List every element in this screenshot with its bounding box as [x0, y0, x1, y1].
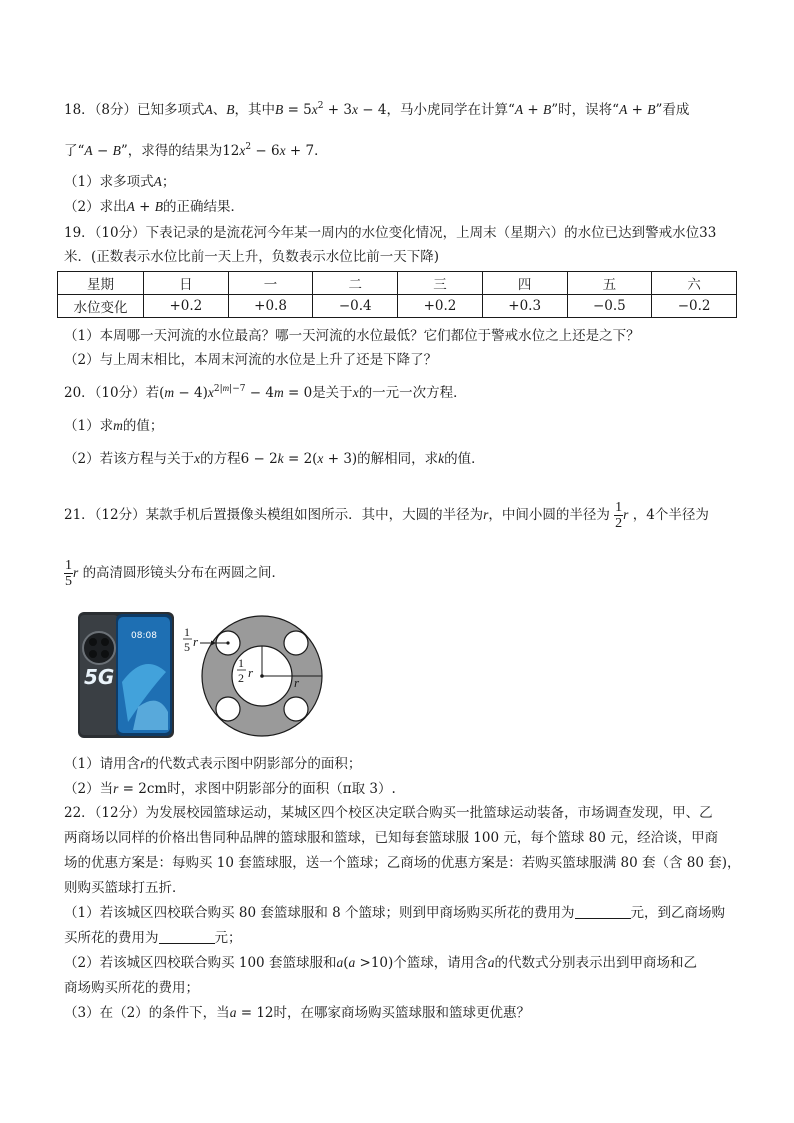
q21-line1: 21．（12分）某款手机后置摄像头模组如图所示．其中，大圆的半径为r，中间小圆的半径为 $\frac{1}{2}$ r ，4个半径为 — [64, 500, 709, 531]
table-row: 星期 日 一 二 三 四 五 六 — [58, 272, 737, 295]
q18-line1: 18．（8分）已知多项式A、B，其中$B = 5x^2 + 3x - 4$，马小虎同学在计算“A + B”时，误将“A + B”看成 — [64, 101, 690, 118]
svg-text:r: r — [294, 675, 300, 690]
fraction-fifth: $\frac{1}{5}$ — [65, 558, 72, 589]
water-level-table — [57, 271, 737, 318]
q19-line1: 19．（10分）下表记录的是流花河今年某一周内的水位变化情况，上周末（星期六）的水位已达到警戒水位33 — [64, 225, 717, 241]
svg-text:2: 2 — [238, 671, 244, 685]
q19-line2: 米．(正数表示水位比前一天上升，负数表示水位比前一天下降) — [64, 249, 440, 265]
q20-line1: 20．（10分）若$(m - 4)x^{2|m|-7} - 4m = 0$是关于x的一元一次方程． — [64, 383, 467, 401]
q22-sub1-line2: 买所花的费用为 元； — [64, 930, 242, 946]
lens-circle — [216, 697, 240, 721]
q22-line2: 两商场以同样的价格出售同种品牌的篮球服和篮球，已知每套篮球服 100 元，每个篮球 80 元，经洽谈，甲商 — [64, 830, 719, 846]
q19-sub2: （2）与上周末相比，本周末河流的水位是上升了还是下降了？ — [64, 352, 438, 368]
fraction-half: $\frac{1}{2}$ — [615, 500, 623, 531]
phone-badge: 5G — [84, 665, 115, 689]
camera-module-diagram — [180, 612, 330, 748]
phone-image — [78, 612, 174, 738]
q18-sub2: （2）求出A + B的正确结果． — [64, 199, 244, 215]
q22-line1: 22．（12分）为发展校园篮球运动，某城区四个校区决定联合购买一批篮球运动装备，市场调查发现，甲、乙 — [64, 805, 713, 821]
svg-text:5: 5 — [184, 640, 190, 654]
table-row: 水位变化 +0.2 +0.8 −0.4 +0.2 +0.3 −0.5 −0.2 — [58, 295, 737, 318]
q18-text: 18．（8分）已知多项式 — [64, 102, 205, 118]
lens-circle — [284, 697, 308, 721]
q21-sub2: （2）当r = 2cm时，求图中阴影部分的面积（π取 3）. — [64, 781, 396, 797]
q21-sub1: （1）请用含r的代数式表示图中阴影部分的面积； — [64, 756, 362, 772]
q22-line3: 场的优惠方案是：每购买 10 套篮球服，送一个篮球；乙商场的优惠方案是：若购买篮球服满 80 套（含 80 套)， — [64, 855, 741, 871]
svg-text:r: r — [248, 665, 254, 680]
q20-sub2: （2）若该方程与关于x的方程6 − 2k = 2(x + 3)的解相同，求k的值． — [64, 451, 485, 467]
answer-blank — [159, 929, 215, 944]
q19-sub1: （1）本周哪一天河流的水位最高？哪一天河流的水位最低？它们都位于警戒水位之上还是之下？ — [64, 328, 640, 344]
q21-line2: $\frac{1}{5}$ r 的高清圆形镜头分布在两圆之间． — [65, 558, 286, 589]
q18-line2: 了“A − B”，求得的结果为$12x^2 - 6x + 7$． — [64, 142, 328, 159]
svg-text:1: 1 — [238, 656, 244, 670]
svg-text:1: 1 — [184, 625, 190, 639]
q22-sub3: （3）在（2）的条件下，当a = 12时，在哪家商场购买篮球服和篮球更优惠？ — [64, 1005, 531, 1021]
lens-circle — [284, 631, 308, 655]
answer-blank — [575, 904, 631, 919]
q22-sub1-line1: （1）若该城区四校联合购买 80 套篮球服和 8 个篮球；则到甲商场购买所花的费用为 元，到乙商场购 — [64, 905, 726, 921]
svg-text:r: r — [193, 634, 199, 649]
q22-sub2-line2: 商场购买所花的费用； — [64, 980, 199, 996]
q20-sub1: （1）求m的值； — [64, 418, 164, 434]
q22-sub2-line1: （2）若该城区四校联合购买 100 套篮球服和a(a >10)个篮球，请用含a的代数式分别表示出到甲商场和乙 — [64, 955, 698, 971]
q18-sub1: （1）求多项式A； — [64, 174, 176, 190]
q22-line4: 则购买篮球打五折． — [64, 880, 186, 896]
phone-clock: 08:08 — [131, 631, 157, 641]
